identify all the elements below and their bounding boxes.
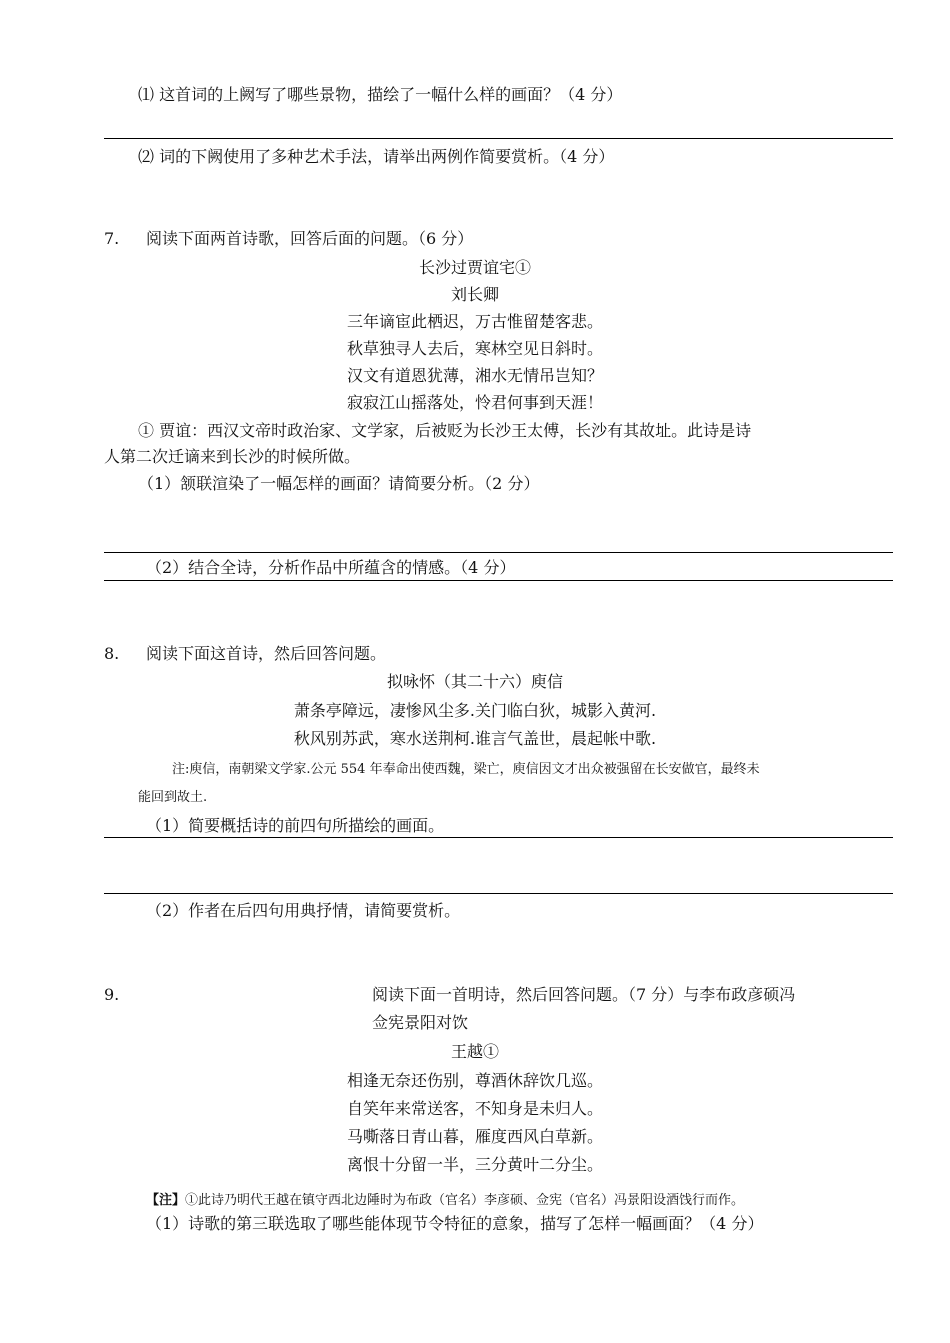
q7-poem-title: 长沙过贾谊宅① (418, 258, 531, 277)
q7-footnote-line-2: 人第二次迁谪来到长沙的时候所做。 (104, 447, 361, 466)
q7-prompt: 阅读下面两首诗歌，回答后面的问题。（6 分） (146, 229, 474, 248)
q9-footnote-label: 【注】 (146, 1193, 186, 1208)
q8-sub-question-2: （2）作者在后四句用典抒情，请简要赏析。 (146, 901, 461, 920)
q7-footnote-line-1: ① 贾谊：西汉文帝时政治家、文学家，后被贬为长沙王太傅，长沙有其故址。此诗是诗 (138, 421, 752, 440)
q9-number: 9. (104, 985, 120, 1004)
q6-sub-question-2: ⑵ 词的下阙使用了多种艺术手法，请举出两例作简要赏析。（4 分） (138, 147, 615, 166)
q8-number: 8. (104, 644, 120, 663)
q9-poem-line: 马嘶落日青山暮，雁度西风白草新。 (346, 1127, 603, 1146)
answer-line (104, 580, 893, 581)
q8-footnote-line-1: 注:庾信，南朝梁文学家.公元 554 年奉命出使西魏，梁亡，庾信因文才出众被强留在长安做官，最终未 (172, 762, 760, 777)
q7-sub-question-1: （1）颔联渲染了一幅怎样的画面？请简要分析。（2 分） (138, 474, 540, 493)
q9-footnote (146, 1190, 744, 1212)
answer-line (104, 138, 893, 139)
q8-footnote-line-2: 能回到故土. (138, 790, 208, 805)
q9-sub-question-1: （1）诗歌的第三联选取了哪些能体现节令特征的意象，描写了怎样一幅画面？（4 分） (146, 1214, 764, 1233)
q9-poem-author: 王越① (450, 1042, 499, 1061)
q8-poem-line: 秋风别苏武，寒水送荆柯.谁言气盖世，晨起帐中歌. (293, 729, 657, 748)
q9-prompt-line-1: 阅读下面一首明诗，然后回答问题。（7 分）与李布政彦硕冯 (372, 985, 796, 1004)
q7-poem-line: 汉文有道恩犹薄，湘水无情吊岂知？ (346, 366, 603, 385)
q9-prompt-line-2: 佥宪景阳对饮 (372, 1013, 469, 1032)
q7-sub-question-2: （2）结合全诗，分析作品中所蕴含的情感。（4 分） (146, 558, 516, 577)
q8-poem-title: 拟咏怀（其二十六）庾信 (386, 672, 563, 691)
q9-poem-line: 相逢无奈还伤别，尊酒休辞饮几巡。 (346, 1071, 603, 1090)
q7-number: 7. (104, 229, 120, 248)
q9-poem-line: 自笑年来常送客，不知身是未归人。 (346, 1099, 603, 1118)
answer-line (104, 552, 893, 553)
q9-poem-line: 离恨十分留一半，三分黄叶二分尘。 (346, 1155, 603, 1174)
q7-poem-line: 寂寂江山摇落处，怜君何事到天涯！ (346, 393, 603, 412)
q7-poem-line: 三年谪宦此栖迟，万古惟留楚客悲。 (346, 312, 603, 331)
q7-poem-line: 秋草独寻人去后，寒林空见日斜时。 (346, 339, 603, 358)
q8-sub-question-1: （1）简要概括诗的前四句所描绘的画面。 (146, 816, 445, 835)
q8-prompt: 阅读下面这首诗，然后回答问题。 (146, 644, 387, 663)
q7-poem-author: 刘长卿 (450, 285, 499, 304)
q6-sub-question-1: ⑴ 这首词的上阙写了哪些景物，描绘了一幅什么样的画面？（4 分） (138, 85, 623, 104)
q8-poem-line: 萧条亭障远，凄惨风尘多.关门临白狄，城影入黄河. (293, 701, 657, 720)
answer-line (104, 893, 893, 894)
q9-footnote-text: ①此诗乃明代王越在镇守西北边陲时为布政（官名）李彦硕、佥宪（官名）冯景阳设酒饯行而作。 (185, 1193, 745, 1208)
answer-line (104, 837, 893, 838)
